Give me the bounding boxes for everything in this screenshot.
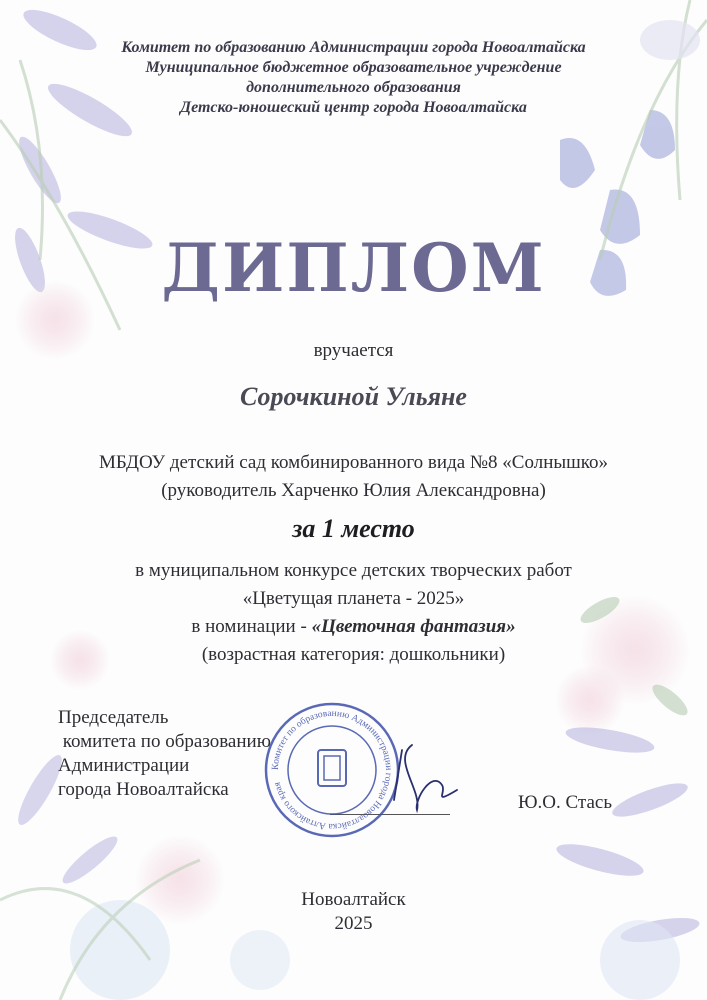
contest-name: «Цветущая планета - 2025»	[242, 588, 465, 609]
issuer-line-1: Комитет по образованию Администрации города Новоалтайска	[121, 39, 586, 56]
issuer-line-2: Муниципальное бюджетное образовательное учреждение	[145, 59, 562, 76]
issuer-line-3: дополнительного образования	[246, 79, 461, 96]
signatory-line-4: города Новоалтайска	[58, 779, 229, 800]
signatory-line-3: Администрации	[58, 755, 190, 776]
organization-line: МБДОУ детский сад комбинированного вида №8 «Солнышко»	[98, 452, 609, 473]
issuer-header	[0, 38, 707, 118]
issuer-line-4: Детско-юношеский центр города Новоалтайска	[180, 99, 527, 116]
contest-line: в муниципальном конкурсе детских творческих работ	[135, 560, 572, 581]
nomination-line	[0, 616, 707, 638]
year: 2025	[334, 913, 373, 934]
age-category-line: (возрастная категория: дошкольники)	[201, 644, 506, 665]
nomination-name: «Цветочная фантазия»	[311, 616, 516, 637]
handwritten-signature	[372, 730, 472, 820]
awarded-label: вручается	[313, 340, 394, 361]
place-award: за 1 место	[292, 514, 415, 543]
signatory-title	[58, 706, 271, 802]
supervisor-line: (руководитель Харченко Юлия Александровна)	[161, 480, 546, 501]
city-name: Новоалтайск	[301, 889, 406, 910]
signatory-line-1: Председатель	[58, 707, 169, 728]
signatory-line-2: комитета по образованию	[58, 731, 271, 752]
stamp-text: Комитет по образованию Администрации города Новоалтайска Алтайского края	[270, 708, 394, 832]
recipient-name: Сорочкиной Ульяне	[240, 382, 467, 411]
signatory-name: Ю.О. Стась	[518, 792, 612, 813]
nomination-prefix: в номинации -	[191, 616, 312, 637]
diploma-title: ДИПЛОМ	[161, 229, 546, 307]
place-and-year	[0, 888, 707, 936]
